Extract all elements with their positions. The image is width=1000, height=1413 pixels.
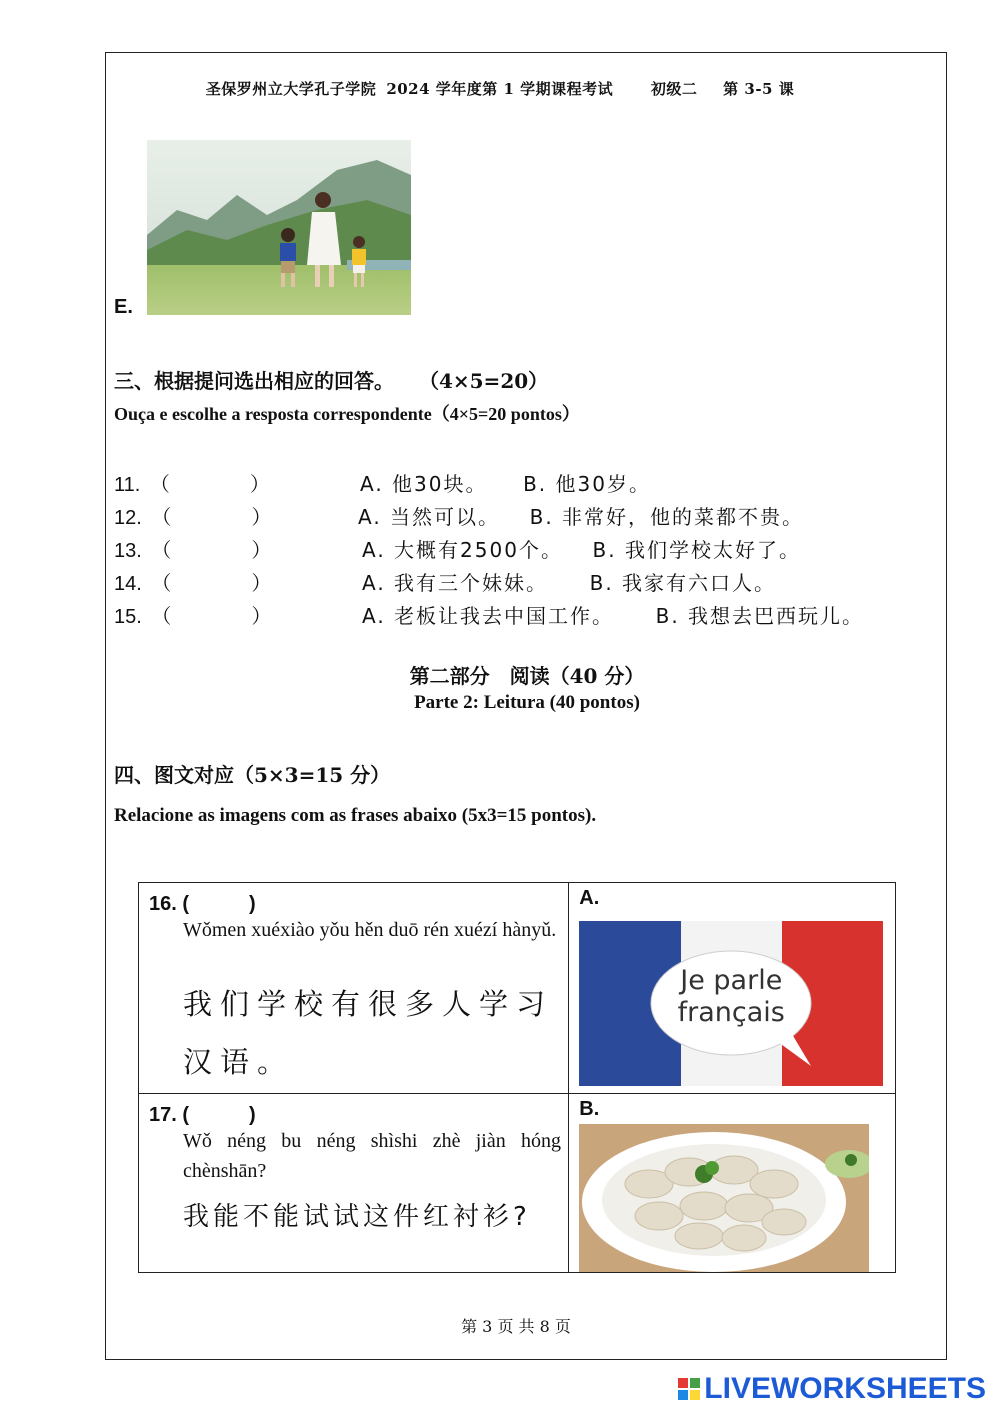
- option-a: A. 老板让我去中国工作。: [362, 604, 615, 628]
- question-12: [114, 501, 271, 530]
- exam-header: [0, 78, 1000, 99]
- question-13: [114, 534, 271, 563]
- page-footer: 第 3 页 共 8 页: [461, 1317, 571, 1336]
- bubble-line-1: Je parle: [680, 965, 783, 996]
- option-a: A. 当然可以。: [358, 505, 501, 529]
- question-14-options: [362, 567, 776, 596]
- question-number: 14.: [114, 573, 142, 595]
- part2-subtitle: Parte 2: Leitura (40 pontos): [414, 692, 640, 713]
- question-number: 13.: [114, 540, 142, 562]
- dumplings-image: [579, 1124, 869, 1272]
- answer-blank[interactable]: （ ）: [149, 474, 270, 496]
- image-b-letter: B.: [579, 1098, 600, 1120]
- bubble-line-2: français: [677, 997, 785, 1028]
- item-16-number[interactable]: 16. ( ): [149, 893, 256, 915]
- liveworksheets-logo: [678, 1372, 986, 1406]
- answer-blank[interactable]: （ ）: [151, 540, 272, 562]
- french-flag-image: [579, 921, 883, 1086]
- answer-blank[interactable]: （ ）: [151, 507, 272, 529]
- question-number: 11.: [114, 474, 141, 496]
- item-17-hanzi: 我能不能试试这件红衬衫?: [183, 1202, 531, 1232]
- option-b: B. 非常好，他的菜都不贵。: [529, 505, 805, 529]
- part2-title: 第二部分 阅读（40 分）: [409, 664, 645, 688]
- question-14: [114, 567, 271, 596]
- question-number: 12.: [114, 507, 142, 529]
- term: 2024 学年度第 1 学期课程考试: [386, 80, 614, 98]
- question-13-options: [362, 534, 801, 563]
- item-16-pinyin: Wǒmen xuéxiào yǒu hěn duō rén xuézí hànyǔ.: [183, 919, 557, 941]
- section4-subtitle: Relacione as imagens com as frases abaixo (5x3=15 pontos).: [114, 805, 597, 826]
- lessons: 第 3-5 课: [723, 80, 795, 98]
- section3-title: [114, 365, 548, 394]
- image-a-letter: A.: [579, 887, 600, 909]
- question-15: [114, 600, 271, 629]
- option-a: A. 我有三个妹妹。: [362, 571, 549, 595]
- section4-title: 四、图文对应（5×3=15 分）: [114, 763, 391, 787]
- item-17-number[interactable]: 17. ( ): [149, 1104, 256, 1126]
- item-16-hanzi: 我们学校有很多人学习汉语。: [183, 987, 554, 1079]
- level: 初级二: [650, 80, 698, 98]
- brand-name[interactable]: LIVEWORKSHEETS: [704, 1372, 986, 1405]
- option-a: A. 他30块。: [360, 472, 488, 496]
- item-e-label: E.: [114, 296, 133, 318]
- item-17-pinyin: Wǒ néng bu néng shìshi zhè jiàn hóng chènshān?: [183, 1130, 561, 1182]
- answer-blank[interactable]: （ ）: [151, 606, 272, 628]
- speech-bubble-text: [651, 965, 811, 1029]
- section3-title-text: 三、根据提问选出相应的回答。: [114, 369, 394, 393]
- question-number: 15.: [114, 606, 142, 628]
- table-row: [139, 883, 896, 1094]
- option-b: B. 他30岁。: [523, 472, 651, 496]
- section3-subtitle: Ouça e escolhe a resposta correspondente（4×5=20 pontos）: [114, 404, 580, 424]
- image-cell-b: [569, 1094, 896, 1273]
- family-running-photo: [147, 140, 411, 315]
- liveworksheets-icon: [678, 1378, 700, 1400]
- sentence-cell-16: [139, 883, 569, 1094]
- question-15-options: [362, 600, 864, 629]
- question-12-options: [358, 501, 804, 530]
- question-11-options: [360, 468, 651, 497]
- sentence-cell-17: [139, 1094, 569, 1273]
- option-a: A. 大概有2500个。: [362, 538, 563, 562]
- answer-blank[interactable]: （ ）: [151, 573, 272, 595]
- question-11: [114, 468, 270, 497]
- school-name: 圣保罗州立大学孔子学院: [205, 80, 377, 98]
- matching-table: [138, 882, 896, 1273]
- option-b: B. 我们学校太好了。: [592, 538, 801, 562]
- section3-score: （4×5=20）: [418, 369, 549, 393]
- option-b: B. 我家有六口人。: [589, 571, 777, 595]
- table-row: [139, 1094, 896, 1273]
- image-cell-a: [569, 883, 896, 1094]
- option-b: B. 我想去巴西玩儿。: [655, 604, 865, 628]
